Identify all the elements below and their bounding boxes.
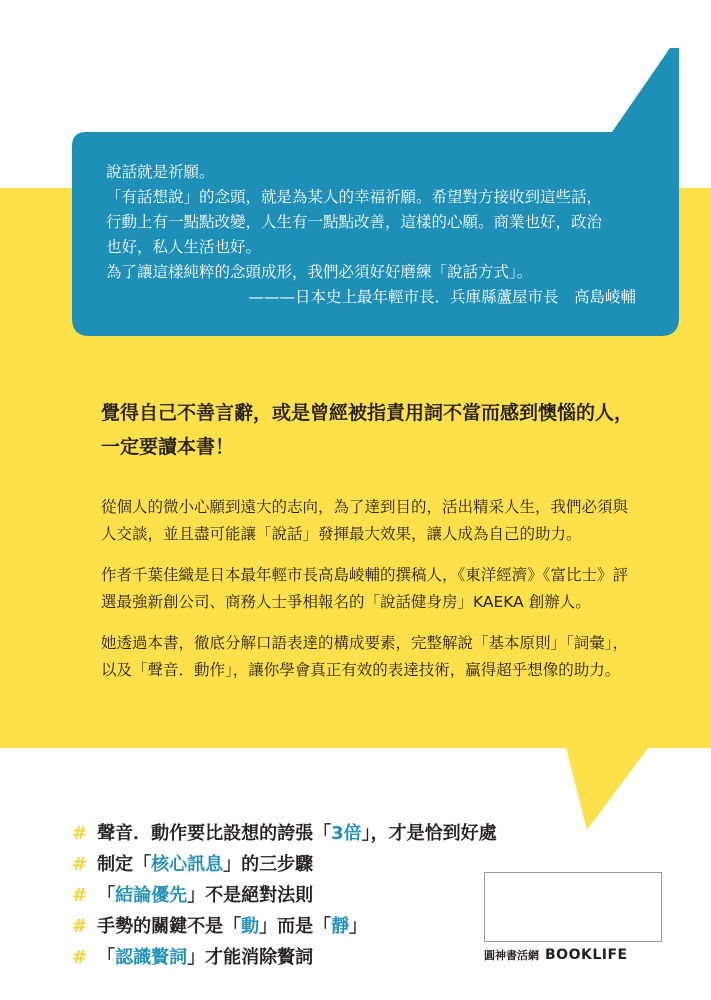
quote-block bbox=[106, 160, 666, 310]
hash-icon: # bbox=[72, 916, 88, 937]
tip-item bbox=[72, 849, 472, 880]
headline-line: 覺得自己不善言辭，或是曾經被指責用詞不當而感到懊惱的人， bbox=[101, 402, 634, 424]
tip-item bbox=[72, 818, 497, 849]
barcode-sticker-box bbox=[484, 872, 662, 942]
tip-text: 手勢的關鍵不是「 bbox=[97, 916, 242, 937]
tip-item bbox=[72, 880, 472, 911]
hash-icon: # bbox=[72, 885, 88, 906]
tip-highlight: 核心訊息 bbox=[151, 854, 224, 875]
hash-icon: # bbox=[72, 823, 88, 844]
hash-icon: # bbox=[72, 947, 88, 968]
tip-item bbox=[72, 942, 472, 973]
paragraph: 她透過本書，徹底分解口語表達的構成要素，完整解說「基本原則」「詞彙」，以及「聲音．動作」，讓你學會真正有效的表達技術，贏得超乎想像的助力。 bbox=[101, 634, 629, 679]
headline bbox=[101, 396, 661, 464]
paragraph: 作者千葉佳織是日本最年輕市長高島崚輔的撰稿人，《東洋經濟》《富比士》評選最強新創公司、商務人士爭相報名的「說話健身房」KAEKA 創辦人。 bbox=[101, 566, 629, 611]
quote-line: 「有話想說」的念頭，就是為某人的幸福祈願。希望對方接收到這些話， bbox=[106, 188, 603, 206]
tip-text: 」的三步驟 bbox=[223, 854, 314, 875]
quote-line: 也好，私人生活也好。 bbox=[106, 238, 262, 256]
tip-text: 制定「 bbox=[97, 854, 152, 875]
tip-text: 「 bbox=[97, 947, 116, 968]
tip-highlight: 動 bbox=[241, 916, 260, 937]
tip-text: 」而是「 bbox=[259, 916, 332, 937]
tip-item bbox=[72, 911, 472, 942]
tip-highlight: 靜 bbox=[331, 916, 350, 937]
description bbox=[101, 494, 641, 698]
hash-icon: # bbox=[72, 854, 88, 875]
tip-text: 「 bbox=[97, 885, 116, 906]
tip-text: 」 bbox=[349, 916, 368, 937]
headline-line: 一定要讀本書！ bbox=[101, 436, 235, 458]
tips-list bbox=[72, 818, 497, 973]
quote-line: 說話就是祈願。 bbox=[106, 163, 215, 181]
tip-highlight: 結論優先 bbox=[115, 885, 188, 906]
tip-text: 」，才是恰到好處 bbox=[361, 823, 497, 844]
publisher-logo bbox=[484, 947, 664, 963]
publisher-brand: BOOKLIFE bbox=[545, 947, 628, 963]
tip-text: 」才能消除贅詞 bbox=[187, 947, 314, 968]
tip-text: 」不是絕對法則 bbox=[187, 885, 314, 906]
quote-signature: ———日本史上最年輕市長．兵庫縣蘆屋市長 高島崚輔 bbox=[248, 288, 636, 306]
tip-highlight: 3倍 bbox=[331, 823, 362, 844]
paragraph: 從個人的微小心願到遠大的志向，為了達到目的，活出精采人生，我們必須與人交談，並且盡可能讓「說話」發揮最大效果，讓人成為自己的助力。 bbox=[101, 498, 629, 543]
quote-line: 行動上有一點點改變，人生有一點點改善，這樣的心願。商業也好，政治 bbox=[106, 213, 603, 231]
quote-line: 為了讓這樣純粹的念頭成形，我們必須好好磨練「說話方式」。 bbox=[106, 263, 533, 281]
tip-text: 聲音．動作要比設想的誇張「 bbox=[97, 823, 332, 844]
publisher-name: 圓神書活網 bbox=[484, 949, 539, 962]
tip-highlight: 認識贅詞 bbox=[115, 947, 188, 968]
